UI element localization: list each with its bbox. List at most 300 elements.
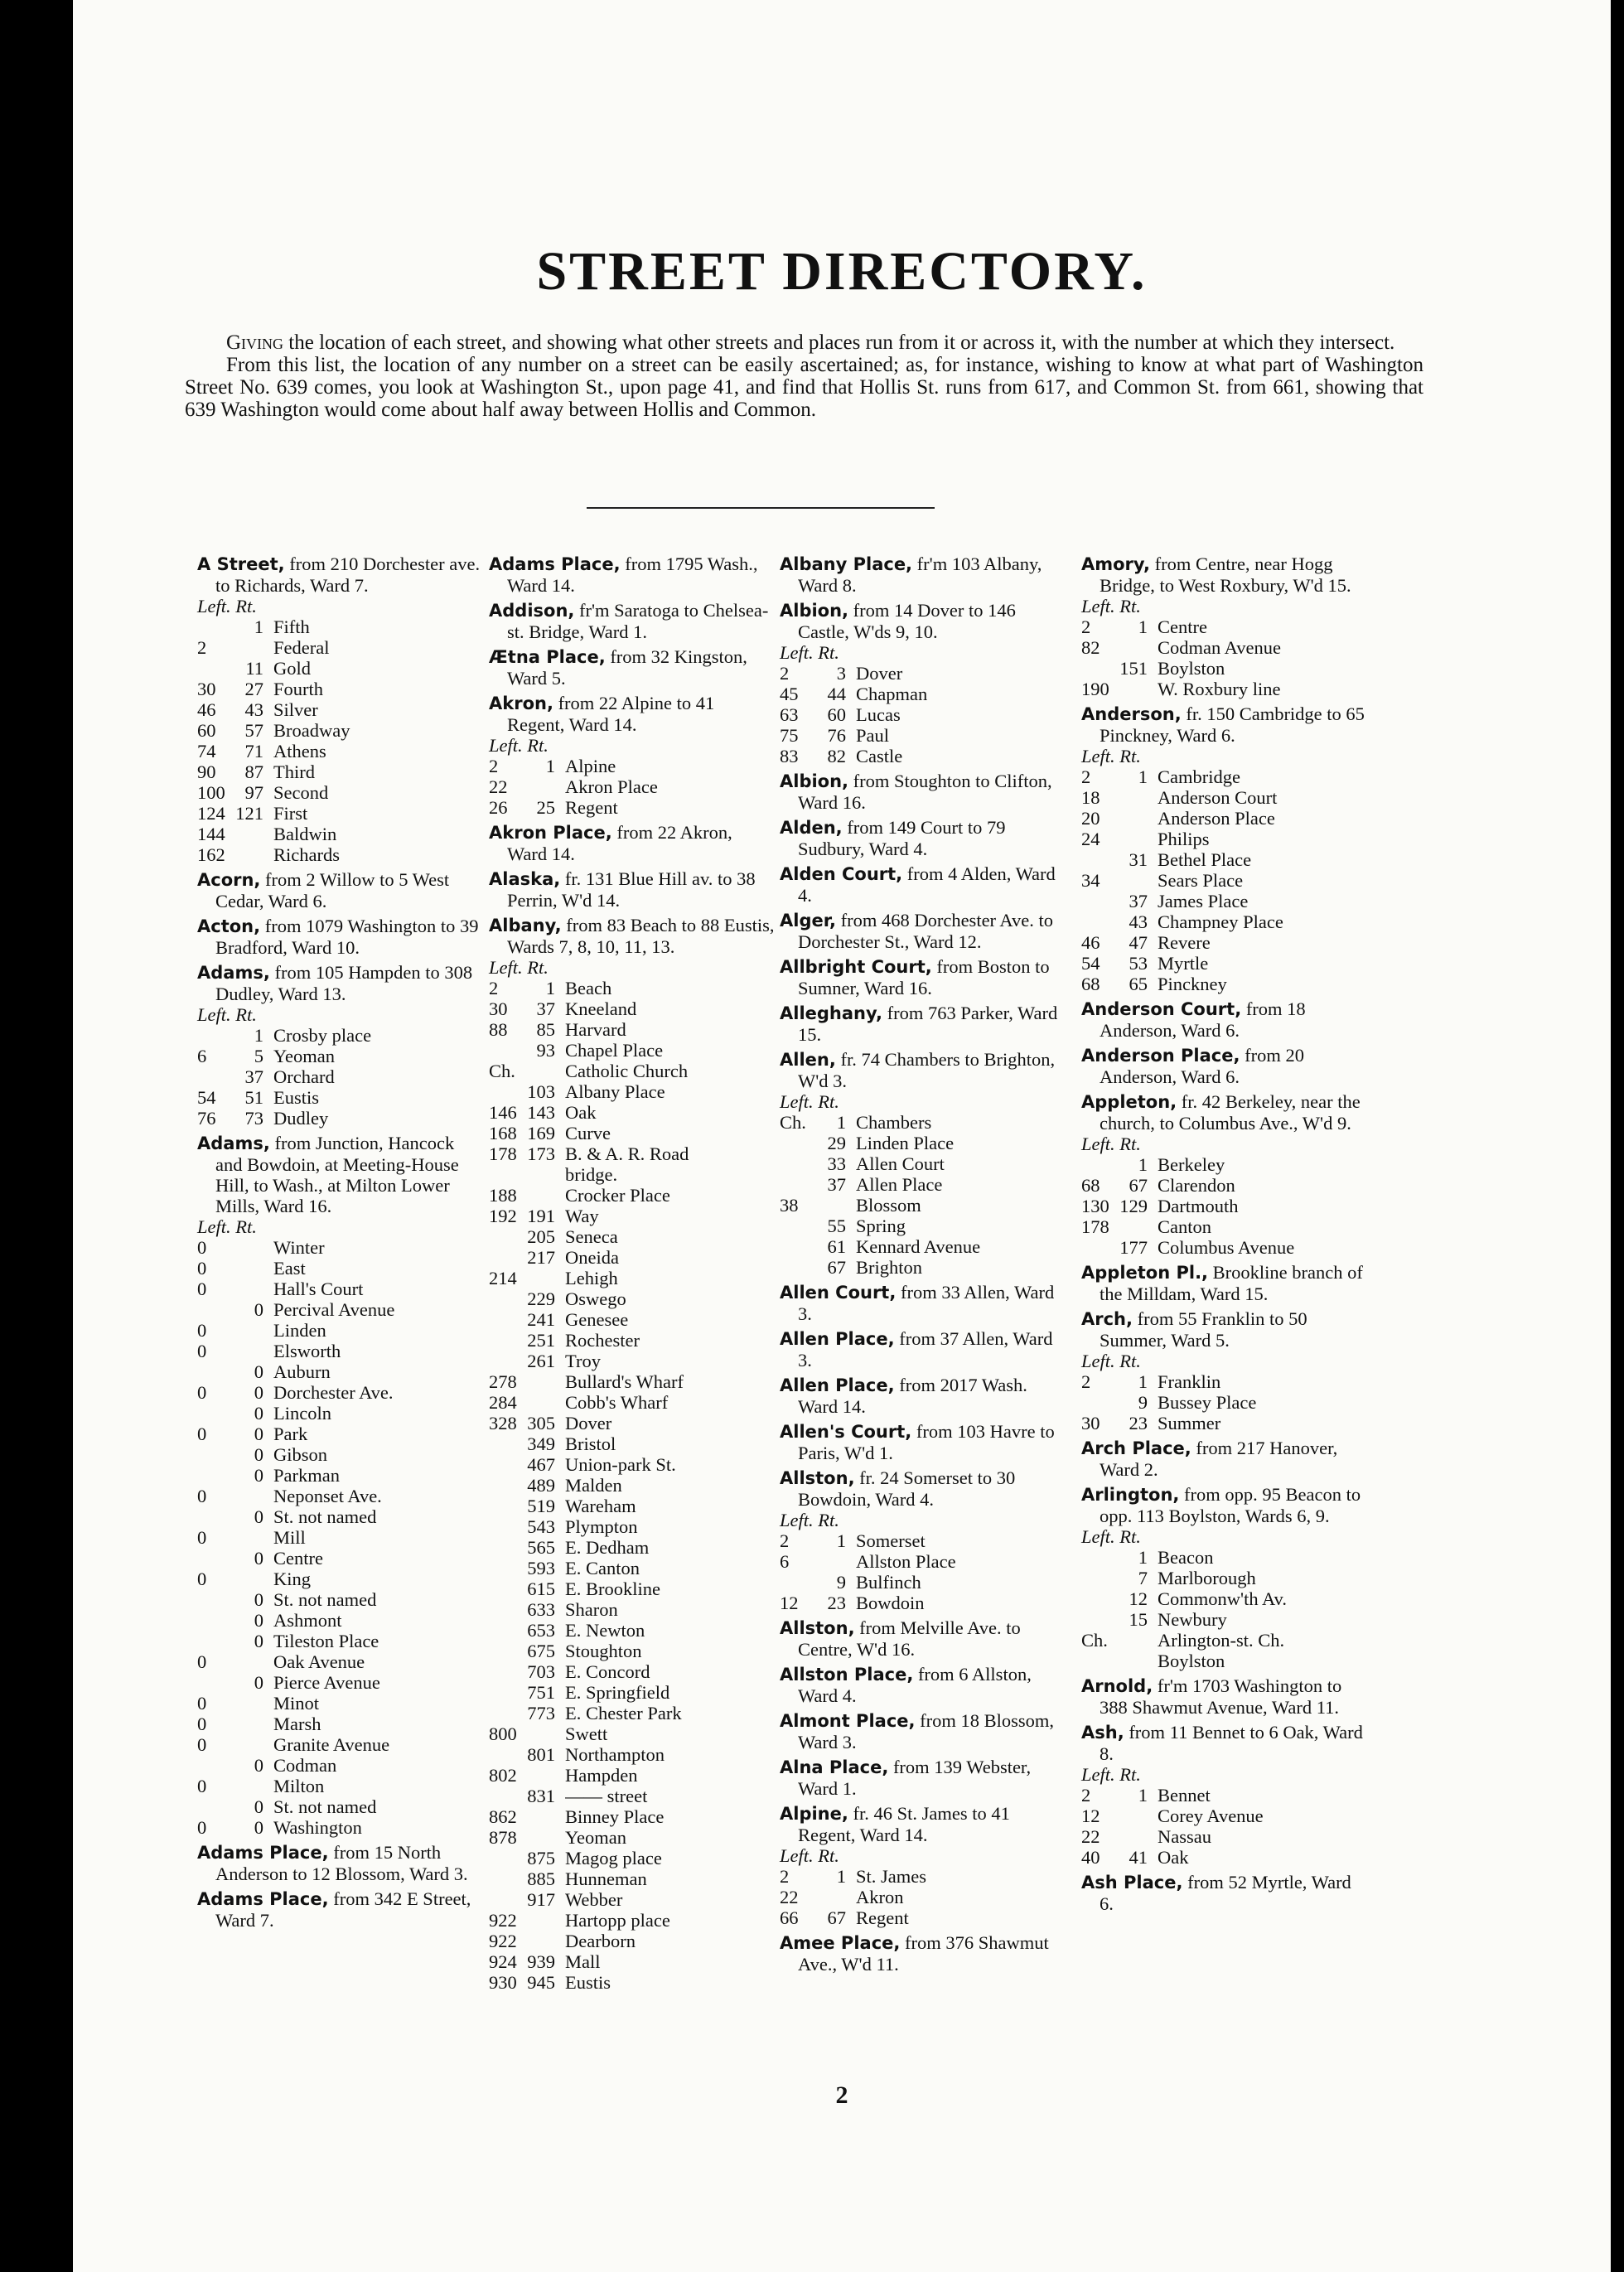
- page-title: STREET DIRECTORY.: [536, 241, 1148, 302]
- left-number: [197, 1796, 230, 1817]
- street-description: from 149 Court to 79 Sudbury, Ward 4.: [798, 817, 1006, 859]
- cross-street-row: [197, 761, 483, 782]
- left-right-header: Left. Rt.: [1081, 1351, 1141, 1371]
- street-heading: [780, 1617, 1066, 1660]
- street-name: Alden,: [780, 818, 843, 838]
- cross-street-name: Oak: [1158, 1847, 1189, 1868]
- right-number: 205: [527, 1226, 555, 1247]
- cross-street-row: [489, 1019, 775, 1040]
- right-number: 33: [827, 1153, 846, 1174]
- cross-street-row: [197, 1527, 483, 1548]
- cross-street-row: [197, 1569, 483, 1589]
- left-number: 930: [489, 1972, 517, 1993]
- cross-street-row: [489, 1288, 775, 1309]
- cross-street-row: [780, 1907, 1066, 1928]
- cross-street-name: E. Brookline: [565, 1578, 660, 1599]
- page-number: 2: [835, 2081, 848, 2109]
- right-number: 43: [1129, 911, 1148, 932]
- right-number: 0: [254, 1672, 263, 1693]
- right-number: [1114, 637, 1158, 658]
- street-entry: [780, 1664, 1066, 1706]
- left-number: 0: [197, 1341, 207, 1361]
- left-number: [489, 1226, 522, 1247]
- left-number: 6: [780, 1551, 790, 1572]
- left-number: 68: [1081, 1175, 1100, 1196]
- street-entry: [1081, 1675, 1367, 1718]
- street-heading: [780, 956, 1066, 998]
- cross-street-row: [489, 1806, 775, 1827]
- cross-street-name: E. Chester Park: [565, 1703, 682, 1723]
- cross-street-name: Philips: [1158, 829, 1210, 849]
- right-number: 15: [1129, 1609, 1148, 1630]
- street-name: Allbright Court,: [780, 957, 932, 977]
- street-description: from 52 Myrtle, Ward 6.: [1100, 1872, 1351, 1914]
- street-name: Allston Place,: [780, 1665, 914, 1685]
- right-number: 44: [827, 684, 846, 704]
- cross-street-name: E. Concord: [565, 1661, 650, 1682]
- left-number: 0: [197, 1382, 207, 1403]
- cross-street-name: Eustis: [565, 1972, 611, 1993]
- street-name: Alden Court,: [780, 864, 903, 884]
- street-heading: [1081, 1675, 1367, 1718]
- right-number: 37: [1129, 891, 1148, 911]
- left-right-header: Left. Rt.: [197, 1216, 257, 1237]
- street-entry: [197, 916, 483, 958]
- right-number: [1114, 1826, 1158, 1847]
- street-name: Adams Place,: [489, 554, 621, 574]
- left-number: 2: [489, 756, 499, 776]
- cross-street-name: Baldwin: [273, 824, 337, 844]
- right-number: 60: [827, 704, 846, 725]
- left-number: [1081, 1568, 1114, 1588]
- street-description: from 33 Allen, Ward 3.: [798, 1282, 1055, 1324]
- cross-street-name: Allston Place: [856, 1551, 956, 1572]
- cross-street-row: [1081, 870, 1367, 891]
- left-number: [1081, 1547, 1114, 1568]
- street-heading: [197, 869, 483, 911]
- cross-street-name: Ashmont: [273, 1610, 342, 1631]
- left-number: 188: [489, 1185, 517, 1206]
- cross-street-row: [1081, 849, 1367, 870]
- right-number: 41: [1129, 1847, 1148, 1868]
- left-number: 178: [1081, 1216, 1109, 1237]
- cross-street-row: [1081, 891, 1367, 911]
- street-description: from 55 Franklin to 50 Summer, Ward 5.: [1100, 1308, 1307, 1351]
- left-number: 0: [197, 1734, 207, 1755]
- right-number: [1114, 1806, 1158, 1826]
- cross-street-name: Akron Place: [565, 776, 658, 797]
- cross-street-row: [780, 1551, 1066, 1572]
- street-entry: [197, 869, 483, 911]
- cross-street-row: [197, 1589, 483, 1610]
- cross-street-name: Hampden: [565, 1765, 638, 1786]
- right-number: 489: [527, 1475, 555, 1496]
- cross-street-row: [197, 637, 483, 658]
- right-number: 3: [836, 663, 846, 684]
- left-number: [489, 1661, 522, 1682]
- left-number: 922: [489, 1931, 517, 1951]
- cross-street-row: [1081, 1154, 1367, 1175]
- street-description: from 1795 Wash., Ward 14.: [507, 553, 758, 596]
- left-number: 0: [197, 1776, 207, 1796]
- cross-street-name: Crosby place: [273, 1025, 372, 1046]
- cross-street-row: [780, 1133, 1066, 1153]
- street-description: from 22 Akron, Ward 14.: [507, 822, 732, 864]
- right-number: [522, 1164, 565, 1185]
- street-name: Anderson Court,: [1081, 999, 1242, 1019]
- street-description: from 37 Allen, Ward 3.: [798, 1328, 1053, 1370]
- left-number: 26: [489, 797, 508, 818]
- cross-street-row: [489, 1972, 775, 1993]
- street-entry: [1081, 998, 1367, 1041]
- right-number: 519: [527, 1496, 555, 1516]
- cross-street-name: Boylston: [1158, 1651, 1225, 1671]
- cross-street-row: [197, 1548, 483, 1569]
- street-heading: [197, 916, 483, 958]
- right-number: 0: [254, 1589, 263, 1610]
- left-number: [197, 1672, 230, 1693]
- street-name: Allen Place,: [780, 1329, 895, 1349]
- street-name: Albany Place,: [780, 554, 913, 574]
- left-number: [489, 1040, 522, 1061]
- cross-street-row: [780, 1257, 1066, 1278]
- street-name: Adams Place,: [197, 1889, 329, 1909]
- right-number: [522, 1185, 565, 1206]
- left-number: [489, 1475, 522, 1496]
- street-entry: [780, 956, 1066, 998]
- right-number: [230, 1341, 273, 1361]
- street-description: from 18 Anderson, Ward 6.: [1100, 998, 1306, 1041]
- cross-street-name: Anderson Place: [1158, 808, 1275, 829]
- cross-street-row: [1081, 1651, 1367, 1671]
- left-number: [780, 1257, 813, 1278]
- left-number: 76: [197, 1108, 216, 1129]
- street-name: Allen Court,: [780, 1283, 897, 1303]
- cross-street-name: St. not named: [273, 1506, 377, 1527]
- cross-street-name: Dorchester Ave.: [273, 1382, 394, 1403]
- left-number: 2: [1081, 1371, 1091, 1392]
- cross-street-name: Troy: [565, 1351, 601, 1371]
- cross-street-row: [1081, 1371, 1367, 1392]
- left-number: 0: [197, 1651, 207, 1672]
- right-number: 633: [527, 1599, 555, 1620]
- left-number: [489, 1351, 522, 1371]
- cross-street-row: [1081, 1785, 1367, 1806]
- right-number: 241: [527, 1309, 555, 1330]
- right-number: [522, 1723, 565, 1744]
- right-number: [230, 1258, 273, 1279]
- cross-street-row: [780, 1195, 1066, 1216]
- left-number: 2: [780, 663, 790, 684]
- street-entry: [1081, 1045, 1367, 1087]
- right-number: 9: [836, 1572, 846, 1593]
- street-name: Arnold,: [1081, 1676, 1153, 1696]
- left-number: [489, 1164, 522, 1185]
- street-heading: [780, 1932, 1066, 1975]
- directory-column-1: [197, 553, 483, 1935]
- street-entry: [489, 600, 775, 642]
- street-entry: [1081, 1722, 1367, 1868]
- cross-street-row: [1081, 1826, 1367, 1847]
- intro-paragraph: [185, 354, 1423, 421]
- street-name: Ash Place,: [1081, 1873, 1183, 1893]
- cross-street-row: [197, 1506, 483, 1527]
- right-number: [230, 1486, 273, 1506]
- right-number: 217: [527, 1247, 555, 1268]
- left-number: 2: [780, 1530, 790, 1551]
- right-number: 773: [527, 1703, 555, 1723]
- right-number: 0: [254, 1796, 263, 1817]
- cross-street-row: [197, 1320, 483, 1341]
- left-number: 38: [780, 1195, 799, 1216]
- street-entry: [780, 1282, 1066, 1324]
- street-entry: [780, 1803, 1066, 1928]
- left-number: [489, 1288, 522, 1309]
- cross-street-row: [780, 1572, 1066, 1593]
- right-number: 1: [836, 1112, 846, 1133]
- left-right-header: Left. Rt.: [489, 735, 549, 756]
- cross-street-name: Yeoman: [273, 1046, 335, 1066]
- cross-street-row: [489, 1703, 775, 1723]
- cross-street-name: Paul: [856, 725, 890, 746]
- left-number: 922: [489, 1910, 517, 1931]
- street-heading: [780, 910, 1066, 952]
- cross-street-name: Marlborough: [1158, 1568, 1256, 1588]
- cross-street-name: Corey Avenue: [1158, 1806, 1264, 1826]
- cross-street-name: Webber: [565, 1889, 623, 1910]
- cross-street-row: [197, 616, 483, 637]
- left-number: 40: [1081, 1847, 1100, 1868]
- left-number: 2: [1081, 766, 1091, 787]
- street-heading: [1081, 1262, 1367, 1304]
- right-number: 1: [254, 1025, 263, 1046]
- cross-street-row: [489, 1620, 775, 1641]
- cross-street-row: [489, 1247, 775, 1268]
- cross-street-row: [489, 1682, 775, 1703]
- cross-street-name: Hartopp place: [565, 1910, 670, 1931]
- cross-street-name: Elsworth: [273, 1341, 341, 1361]
- cross-street-row: [489, 1433, 775, 1454]
- right-number: 1: [1138, 1154, 1148, 1175]
- street-heading: [1081, 998, 1367, 1041]
- cross-street-row: [489, 1848, 775, 1868]
- street-description: fr. 74 Chambers to Brighton, W'd 3.: [798, 1049, 1056, 1091]
- left-number: 878: [489, 1827, 517, 1848]
- cross-street-name: Bennet: [1158, 1785, 1211, 1806]
- right-number: 27: [244, 679, 263, 699]
- cross-street-name: Chapman: [856, 684, 928, 704]
- left-number: 0: [197, 1320, 207, 1341]
- left-number: 130: [1081, 1196, 1109, 1216]
- cross-street-name: Percival Avenue: [273, 1299, 395, 1320]
- right-number: 65: [1129, 974, 1148, 994]
- cross-street-name: Codman Avenue: [1158, 637, 1281, 658]
- cross-street-name: E. Dedham: [565, 1537, 650, 1558]
- cross-street-name: Berkeley: [1158, 1154, 1225, 1175]
- street-heading: [780, 1710, 1066, 1752]
- cross-street-row: [780, 746, 1066, 766]
- left-number: [489, 1744, 522, 1765]
- cross-street-row: [489, 797, 775, 818]
- cross-street-row: [1081, 616, 1367, 637]
- cross-street-name: Dudley: [273, 1108, 329, 1129]
- cross-street-name: Silver: [273, 699, 318, 720]
- cross-street-row: [489, 1910, 775, 1931]
- street-heading: [1081, 1722, 1367, 1764]
- cross-street-name: Neponset Ave.: [273, 1486, 382, 1506]
- cross-street-row: [197, 1734, 483, 1755]
- cross-street-name: Rochester: [565, 1330, 640, 1351]
- cross-street-row: [1081, 1175, 1367, 1196]
- street-heading: [489, 693, 775, 735]
- left-number: Ch.: [1081, 1630, 1108, 1651]
- street-description: fr. 46 St. James to 41 Regent, Ward 14.: [798, 1803, 1010, 1845]
- street-entry: [780, 817, 1066, 859]
- right-number: [522, 1806, 565, 1827]
- right-number: 9: [1138, 1392, 1148, 1413]
- cross-street-row: [197, 1046, 483, 1066]
- cross-street-row: [489, 776, 775, 797]
- left-number: 12: [1081, 1806, 1100, 1826]
- left-number: 0: [197, 1279, 207, 1299]
- street-name: Allen Place,: [780, 1375, 895, 1395]
- left-number: 0: [197, 1486, 207, 1506]
- right-number: 593: [527, 1558, 555, 1578]
- right-number: [1114, 870, 1158, 891]
- cross-street-name: —— street: [565, 1786, 648, 1806]
- right-number: 0: [254, 1361, 263, 1382]
- street-description: fr. 24 Somerset to 30 Bowdoin, Ward 4.: [798, 1467, 1016, 1510]
- street-name: Allen's Court,: [780, 1422, 912, 1442]
- street-description: from 2017 Wash. Ward 14.: [798, 1375, 1027, 1417]
- cross-street-name: Chapel Place: [565, 1040, 664, 1061]
- street-entry: [1081, 1091, 1367, 1258]
- cross-street-row: [197, 1087, 483, 1108]
- cross-street-name: Chambers: [856, 1112, 932, 1133]
- left-number: 30: [489, 998, 508, 1019]
- cross-street-name: Hall's Court: [273, 1279, 364, 1299]
- cross-street-row: [197, 1714, 483, 1734]
- street-description: from 1079 Washington to 39 Bradford, Ward 10.: [215, 916, 479, 958]
- cross-street-name: Linden: [273, 1320, 326, 1341]
- street-heading: [1081, 1091, 1367, 1134]
- right-number: 67: [827, 1257, 846, 1278]
- right-number: 23: [827, 1593, 846, 1613]
- cross-street-row: [489, 1537, 775, 1558]
- right-number: 0: [254, 1506, 263, 1527]
- left-number: 100: [197, 782, 225, 803]
- left-number: [1081, 658, 1114, 679]
- left-number: 0: [197, 1569, 207, 1589]
- cross-street-row: [489, 1889, 775, 1910]
- right-number: [522, 1765, 565, 1786]
- cross-street-name: Harvard: [565, 1019, 626, 1040]
- street-entry: [780, 910, 1066, 952]
- cross-street-row: [197, 699, 483, 720]
- left-number: 192: [489, 1206, 517, 1226]
- right-number: 801: [527, 1744, 555, 1765]
- street-entry: [489, 646, 775, 689]
- cross-street-row: [1081, 808, 1367, 829]
- street-heading: [780, 1003, 1066, 1045]
- left-number: [197, 1403, 230, 1424]
- cross-street-name: Third: [273, 761, 315, 782]
- street-entry: [1081, 1484, 1367, 1671]
- street-heading: [1081, 1308, 1367, 1351]
- cross-street-row: [1081, 1413, 1367, 1433]
- cross-street-row: [197, 1776, 483, 1796]
- cross-street-row: [197, 844, 483, 865]
- left-number: [1081, 911, 1114, 932]
- cross-street-row: [197, 1361, 483, 1382]
- left-number: 30: [1081, 1413, 1100, 1433]
- left-number: [489, 1516, 522, 1537]
- left-number: 30: [197, 679, 216, 699]
- street-name: Albion,: [780, 771, 849, 791]
- cross-street-row: [197, 824, 483, 844]
- cross-street-row: [197, 1444, 483, 1465]
- cross-street-name: Bullard's Wharf: [565, 1371, 684, 1392]
- left-number: [780, 1133, 813, 1153]
- right-number: 23: [1129, 1413, 1148, 1433]
- left-number: [197, 1025, 230, 1046]
- cross-street-name: Beacon: [1158, 1547, 1214, 1568]
- cross-street-name: Union-park St.: [565, 1454, 676, 1475]
- street-name: Alaska,: [489, 869, 561, 889]
- cross-street-row: [197, 1299, 483, 1320]
- left-number: [489, 1496, 522, 1516]
- intro-paragraph-text: From this list, the location of any number on a street can be easily ascertained; as, for instance, wishing to know at what part of Washington Street No. 639 comes, you look at Washington St., upon page 41, and find that Hollis St. runs from 617, and Common St. from 661, showing that 639 Washington would come about half away between Hollis and Common.: [185, 354, 1423, 421]
- left-number: 74: [197, 741, 216, 761]
- cross-street-name: Allen Place: [856, 1174, 943, 1195]
- street-description: from 2 Willow to 5 West Cedar, Ward 6.: [215, 869, 450, 911]
- cross-street-name: Kennard Avenue: [856, 1236, 981, 1257]
- cross-street-name: Bethel Place: [1158, 849, 1252, 870]
- street-entry: [1081, 1872, 1367, 1914]
- left-number: [780, 1236, 813, 1257]
- right-number: [522, 776, 565, 797]
- cross-street-row: [780, 1112, 1066, 1133]
- cross-street-row: [1081, 911, 1367, 932]
- left-number: 90: [197, 761, 216, 782]
- cross-street-row: [197, 658, 483, 679]
- street-name: Acorn,: [197, 870, 261, 890]
- cross-street-name: Winter: [273, 1237, 325, 1258]
- right-number: 97: [244, 782, 263, 803]
- cross-street-name: Granite Avenue: [273, 1734, 390, 1755]
- left-number: [489, 1682, 522, 1703]
- left-number: 0: [197, 1693, 207, 1714]
- cross-street-name: Athens: [273, 741, 326, 761]
- right-number: [1114, 808, 1158, 829]
- street-heading: [780, 1375, 1066, 1417]
- street-entry: [780, 1467, 1066, 1613]
- cross-street-name: Kneeland: [565, 998, 637, 1019]
- street-description: from 22 Alpine to 41 Regent, Ward 14.: [507, 693, 715, 735]
- left-number: 66: [780, 1907, 799, 1928]
- left-number: 60: [197, 720, 216, 741]
- left-number: 214: [489, 1268, 517, 1288]
- left-number: 6: [197, 1046, 207, 1066]
- street-name: Adams Place,: [197, 1843, 329, 1863]
- right-number: 151: [1119, 658, 1148, 679]
- street-description: from 15 North Anderson to 12 Blossom, Ward 3.: [215, 1842, 468, 1884]
- right-number: 1: [254, 616, 263, 637]
- street-heading: [780, 817, 1066, 859]
- left-number: 800: [489, 1723, 517, 1744]
- street-description: from 468 Dorchester Ave. to Dorchester St., Ward 12.: [798, 910, 1053, 952]
- cross-street-name: Oak: [565, 1102, 597, 1123]
